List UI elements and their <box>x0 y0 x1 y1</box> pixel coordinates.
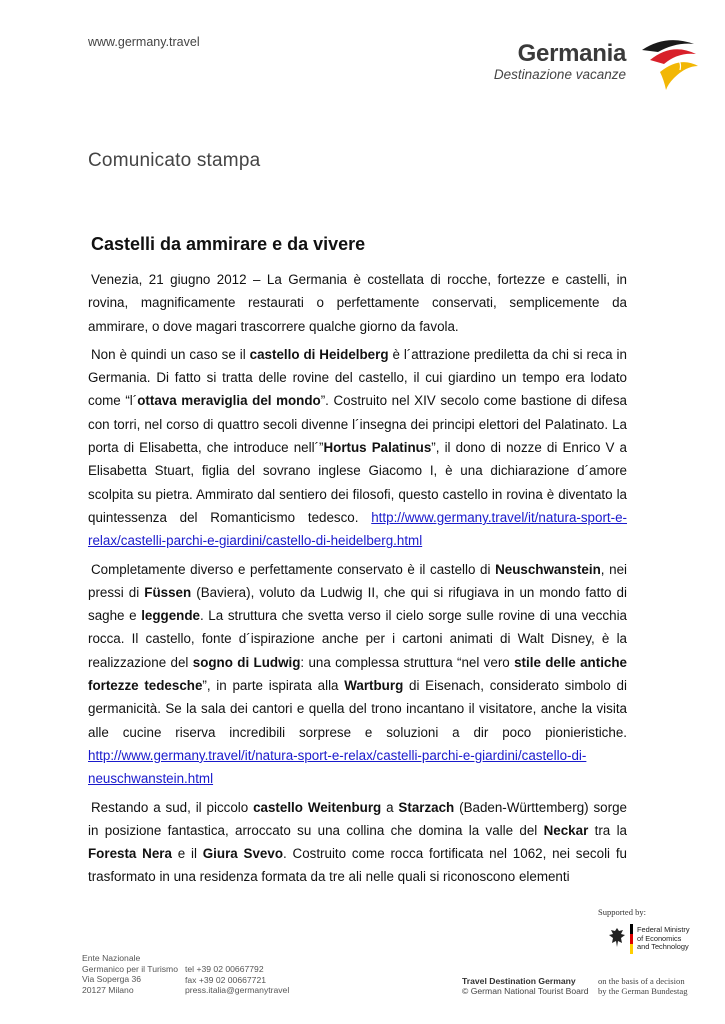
bold-text: Foresta Nera <box>88 846 172 862</box>
paragraph <box>88 558 627 791</box>
germania-logo <box>493 36 698 92</box>
text-run: . Costruito come rocca fortificata nel 1062, nei secoli fu trasformato in una residenza formata da tre ali nelle quali si riconoscono elementi <box>88 846 627 885</box>
bold-text: Neuschwanstein <box>495 561 601 577</box>
text-run: , nei pressi di <box>88 561 627 600</box>
text-run: ”, il dono di nozze di Enrico V a Elisabetta Stuart, figlia del sovrano inglese Giacomo I, è una dichiarazione d´amore scolpita su pietra. Ammirato dal sentiero dei filosofi, questo castello in rovina è diventato la quintessenza del Romanticismo tedesco. <box>88 440 628 525</box>
text-run: : una complessa struttura “nel vero <box>300 654 515 670</box>
text-run: (Baden-Württemberg) sorge in posizione fantastica, arroccato su una collina che domina la valle del <box>88 799 627 838</box>
text-run: . La struttura che svetta verso il cielo sorge sulle rovine di una vecchia rocca. Il castello, fonte d´ispirazione anche per i cartoni animati di Walt Disney, è la realizzazione del <box>88 608 628 670</box>
supported-by-label: Supported by: <box>598 907 646 917</box>
press-release-label: Comunicato stampa <box>88 150 261 171</box>
text-run: Non è quindi un caso se il <box>91 346 250 362</box>
bold-text: sogno di Ludwig <box>192 654 301 670</box>
federal-eagle-icon <box>608 926 626 950</box>
footer-tdg: Travel Destination Germany © German National Tourist Board <box>462 976 589 997</box>
logo-subtitle: Destinazione vacanze <box>493 67 626 82</box>
germany-swoosh-icon <box>636 36 698 92</box>
paragraph <box>88 343 627 553</box>
bold-text: ottava meraviglia del mondo <box>137 393 321 409</box>
bold-text: Wartburg <box>344 678 404 694</box>
german-flag-stripe <box>630 924 633 954</box>
headline: Castelli da ammirare e da vivere <box>91 234 366 254</box>
text-run: Venezia, 21 giugno 2012 – La Germania è costellata di rocche, fortezze e castelli, in rovina, magnificamente restaurati o perfettamente conservati, semplicemente da ammirare, o dove magari trascorrere qualche giorno da favola. <box>88 272 627 334</box>
article-body <box>88 268 627 894</box>
text-run: e il <box>171 846 203 862</box>
bold-text: Neckar <box>543 822 589 838</box>
bold-text: Füssen <box>144 584 192 600</box>
paragraph <box>88 796 627 889</box>
text-run: è l´attrazione prediletta da chi si reca in Germania. Di fatto si tratta delle rovine del castello, il cui giardino un tempo era lodato come “l´ <box>88 346 627 409</box>
ministry-name: Federal Ministry of Economics and Technology <box>637 925 690 952</box>
article-link[interactable]: http://www.germany.travel/it/natura-sport-e-relax/castelli-parchi-e-giardini/castello-di-neuschwanstein.html <box>88 747 587 787</box>
text-run: tra la <box>588 822 627 838</box>
text-run: ”, in parte ispirata alla <box>202 678 345 694</box>
text-run: (Baviera), voluto da Ludwig II, che qui si rifugiava in un mondo fatto di saghe e <box>88 584 627 624</box>
text-run: Completamente diverso e perfettamente conservato è il castello di <box>91 561 496 577</box>
footer-contact <box>185 964 289 996</box>
footer-fax: fax +39 02 00667721 <box>185 974 266 985</box>
article-link[interactable]: http://www.germany.travel/it/natura-sport-e-relax/castelli-parchi-e-giardini/castello-di-heidelberg.html <box>88 509 627 549</box>
bold-text: Hortus Palatinus <box>323 440 432 456</box>
text-run: ”. Costruito nel XIV secolo come bastione di difesa con torri, nel corso di quattro secoli divenne l´insegna dei principi elettori del Palatinato. La porta di Elisabetta, che introduce nell´” <box>88 393 627 456</box>
site-url[interactable]: www.germany.travel <box>88 35 200 49</box>
text-run: di Eisenach, considerato simbolo di germanicità. Se la sala dei cantori e quella del trono incantano il visitatore, anche la visita alle cucine riserva incredibili sorprese e soluzioni a dir poco pionieristiche. <box>88 678 627 740</box>
bold-text: stile delle antiche fortezze tedesche <box>88 654 627 694</box>
bold-text: Giura Svevo <box>202 846 283 862</box>
bold-text: castello Weitenburg <box>253 799 382 815</box>
paragraph <box>88 268 627 338</box>
bold-text: castello di Heidelberg <box>249 346 389 362</box>
text-run: a <box>381 799 399 815</box>
footer-decision: on the basis of a decision by the German Bundestag <box>598 976 688 997</box>
footer-email[interactable]: press.italia@germanytravel <box>185 985 290 996</box>
text-run: Restando a sud, il piccolo <box>91 799 254 815</box>
bold-text: Starzach <box>398 799 455 815</box>
footer-phone: tel +39 02 00667792 <box>185 964 264 974</box>
footer-address: Ente Nazionale Germanico per il Turismo Via Soperga 36 20127 Milano <box>82 953 178 996</box>
bold-text: leggende <box>141 608 200 624</box>
logo-title: Germania <box>517 40 626 67</box>
